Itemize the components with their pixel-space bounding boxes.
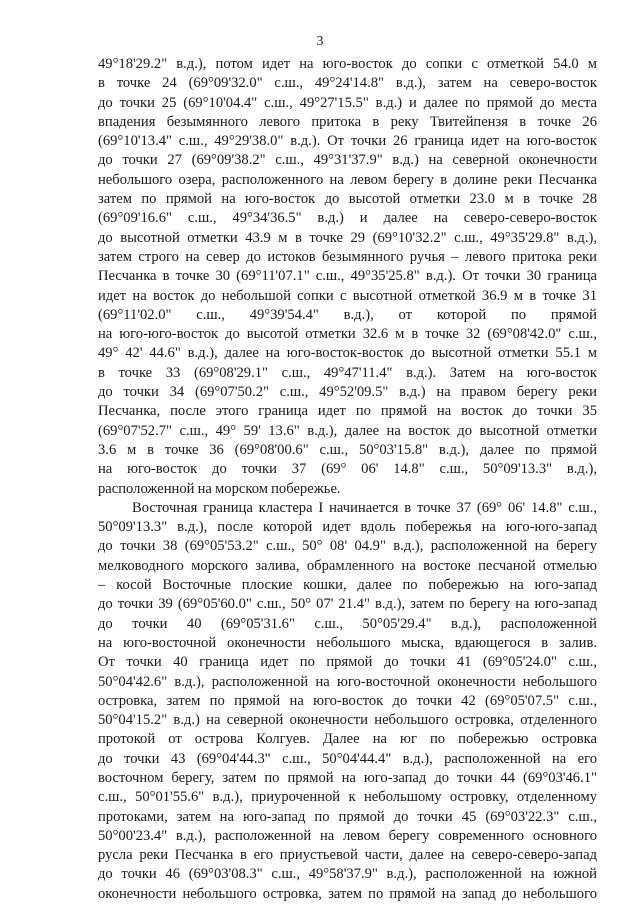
text-line: От точки 40 граница идет по прямой до точки 41 (69°05'24.0" с.ш., bbox=[98, 654, 597, 671]
paragraph bbox=[98, 55, 597, 499]
text-line: до точки 25 (69°10'04.4" с.ш., 49°27'15.5" в.д.) и далее по прямой до места bbox=[98, 94, 597, 111]
text-line: 50°04'42.6" в.д.), расположенной на юго-восточной оконечности небольшого bbox=[98, 673, 597, 690]
text-line: до точки 34 (69°07'50.2" с.ш., 49°52'09.5" в.д.) на правом берегу реки bbox=[98, 384, 597, 401]
text-line: (69°09'16.6" с.ш., 49°34'36.5" в.д.) и далее на северо-северо-восток bbox=[98, 210, 597, 227]
text-line: 49°18'29.2" в.д.), потом идет на юго-восток до сопки с отметкой 54.0 м bbox=[98, 56, 597, 72]
text-line: восточном берегу, затем по прямой на юго-запад до точки 44 (69°03'46.1" bbox=[98, 769, 597, 786]
text-line: до высотной отметки 43.9 м в точке 29 (69°10'32.2" с.ш., 49°35'29.8" в.д.), bbox=[98, 229, 597, 246]
text-line: до точки 46 (69°03'08.3" с.ш., 49°58'37.9" в.д.), расположенной на южной bbox=[98, 866, 597, 883]
page-number: 3 bbox=[316, 34, 324, 49]
text-line: – косой Восточные плоские кошки, далее по побережью на юго-запад bbox=[98, 577, 597, 594]
paragraph bbox=[98, 499, 597, 904]
text-line: затем строго на север до истоков безымянного ручья – левого притока реки bbox=[98, 248, 597, 265]
text-line: небольшого озера, расположенного на левом берегу в долине реки Песчанка bbox=[98, 171, 597, 188]
text-line: до точки 40 (69°05'31.6" с.ш., 50°05'29.4" в.д.), расположенной bbox=[98, 615, 597, 632]
text-line: с.ш., 50°01'55.6" в.д.), приуроченной к небольшому островку, отделенному bbox=[98, 789, 597, 806]
text-line: Песчанка, после этого граница идет по прямой на восток до точки 35 bbox=[98, 403, 597, 420]
text-line: впадения безымянного левого притока в реку Твитейпензя в точке 26 bbox=[98, 113, 597, 130]
text-line: до точки 43 (69°04'44.3" с.ш., 50°04'44.4" в.д.), расположенной на его bbox=[98, 750, 597, 767]
text-line: идет на восток до небольшой сопки с высотной отметкой 36.9 м в точке 31 bbox=[98, 287, 597, 304]
text-line: (69°07'52.7" с.ш., 49° 59' 13.6" в.д.), далее на восток до высотной отметки bbox=[98, 422, 597, 439]
text-line: затем по прямой на юго-восток до высотой отметки 23.0 м в точке 28 bbox=[98, 191, 597, 208]
text-line: на юго-восток до точки 37 (69° 06' 14.8" с.ш., 50°09'13.3" в.д.), bbox=[98, 461, 597, 478]
text-line: 3.6 м в точке 36 (69°08'00.6" с.ш., 50°03'15.8" в.д.), далее по прямой bbox=[98, 441, 597, 458]
text-line: 50°09'13.3" в.д.), после которой идет вдоль побережья на юго-юго-запад bbox=[98, 519, 597, 536]
text-line: на юго-восточной оконечности небольшого мыска, вдающегося в залив. bbox=[98, 634, 597, 651]
text-line: островка, затем по прямой на юго-восток до точки 42 (69°05'07.5" с.ш., bbox=[98, 692, 597, 709]
text-line: расположенной на морском побережье. bbox=[98, 480, 341, 497]
text-line: оконечности небольшого островка, затем по прямой на запад до небольшого bbox=[98, 885, 597, 902]
text-line: до точки 39 (69°05'60.0" с.ш., 50° 07' 21.4" в.д.), затем по берегу на юго-запад bbox=[98, 596, 597, 613]
body-text bbox=[98, 55, 597, 904]
text-line: до точки 27 (69°09'38.2" с.ш., 49°31'37.9" в.д.) на северной оконечности bbox=[98, 152, 597, 169]
text-line: до точки 38 (69°05'53.2" с.ш., 50° 08' 04.9" в.д.), расположенной на берегу bbox=[98, 538, 597, 555]
text-line: (69°11'02.0" с.ш., 49°39'54.4" в.д.), от которой по прямой bbox=[98, 306, 597, 323]
text-line: на юго-юго-восток до высотой отметки 32.6 м в точке 32 (69°08'42.0" с.ш., bbox=[98, 326, 597, 343]
text-line: Восточная граница кластера I начинается в точке 37 (69° 06' 14.8" с.ш., bbox=[132, 499, 597, 516]
text-line: мелководного морского залива, обрамленного на востоке песчаной отмелью bbox=[98, 557, 597, 574]
text-line: (69°10'13.4" с.ш., 49°29'38.0" в.д.). От точки 26 граница идет на юго-восток bbox=[98, 133, 597, 150]
text-line: протоками, затем на юго-запад по прямой до точки 45 (69°03'22.3" с.ш., bbox=[98, 808, 597, 825]
text-line: 50°00'23.4" в.д.), расположенной на левом берегу современного основного bbox=[98, 827, 597, 844]
text-line: Песчанка в точке 30 (69°11'07.1" с.ш., 49°35'25.8" в.д.). От точки 30 граница bbox=[98, 268, 597, 285]
text-line: протокой от острова Колгуев. Далее на юг по побережью островка bbox=[98, 731, 597, 748]
text-line: 49° 42' 44.6" в.д.), далее на юго-восток-восток до высотной отметки 55.1 м bbox=[98, 345, 597, 362]
text-line: в точке 33 (69°08'29.1" с.ш., 49°47'11.4" в.д.). Затем на юго-восток bbox=[98, 364, 597, 381]
text-line: 50°04'15.2" в.д.) на северной оконечности небольшого островка, отделенного bbox=[98, 712, 597, 729]
text-line: в точке 24 (69°09'32.0" с.ш., 49°24'14.8" в.д.), затем на северо-восток bbox=[98, 75, 597, 92]
text-line: русла реки Песчанка в его приустьевой части, далее на северо-северо-запад bbox=[98, 847, 597, 864]
